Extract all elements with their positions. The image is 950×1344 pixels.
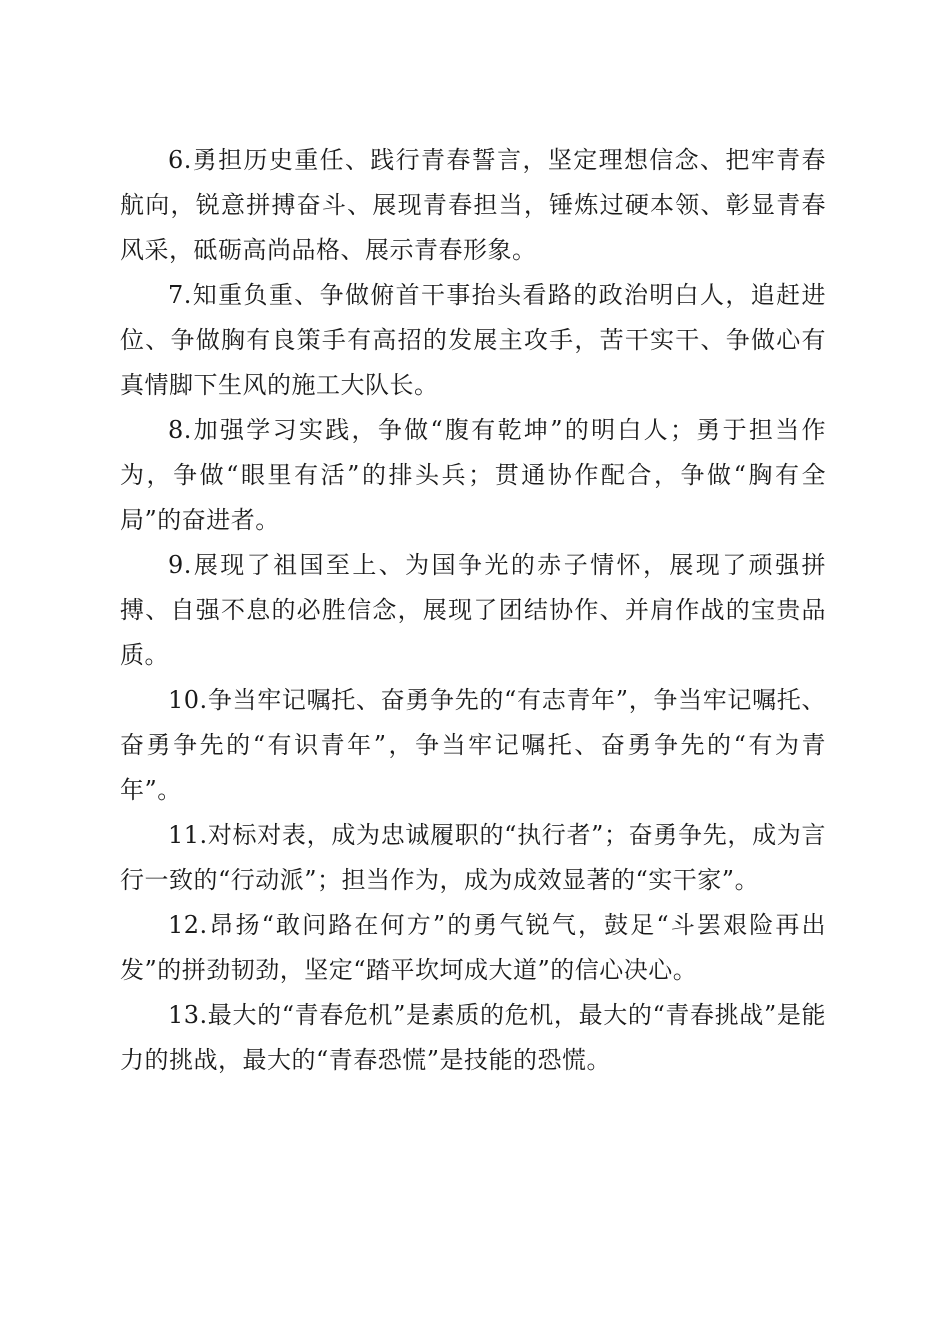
paragraph-8: 8.加强学习实践，争做“腹有乾坤”的明白人；勇于担当作为，争做“眼里有活”的排头兵；贯通协作配合，争做“胸有全局”的奋进者。 bbox=[120, 416, 826, 534]
document-body bbox=[120, 138, 826, 1083]
paragraph-9: 9.展现了祖国至上、为国争光的赤子情怀，展现了顽强拼搏、自强不息的必胜信念，展现了团结协作、并肩作战的宝贵品质。 bbox=[120, 551, 826, 669]
paragraph-13: 13.最大的“青春危机”是素质的危机，最大的“青春挑战”是能力的挑战，最大的“青春恐慌”是技能的恐慌。 bbox=[120, 1001, 826, 1074]
paragraph-12: 12.昂扬“敢问路在何方”的勇气锐气，鼓足“斗罢艰险再出发”的拼劲韧劲，坚定“踏平坎坷成大道”的信心决心。 bbox=[120, 911, 826, 984]
paragraph-11: 11.对标对表，成为忠诚履职的“执行者”；奋勇争先，成为言行一致的“行动派”；担当作为，成为成效显著的“实干家”。 bbox=[120, 821, 826, 894]
paragraph-7: 7.知重负重、争做俯首干事抬头看路的政治明白人，追赶进位、争做胸有良策手有高招的发展主攻手，苦干实干、争做心有真情脚下生风的施工大队长。 bbox=[120, 281, 826, 399]
paragraph-10: 10.争当牢记嘱托、奋勇争先的“有志青年”，争当牢记嘱托、奋勇争先的“有识青年”，争当牢记嘱托、奋勇争先的“有为青年”。 bbox=[120, 686, 826, 804]
paragraph-6: 6.勇担历史重任、践行青春誓言，坚定理想信念、把牢青春航向，锐意拼搏奋斗、展现青春担当，锤炼过硬本领、彰显青春风采，砥砺高尚品格、展示青春形象。 bbox=[120, 146, 826, 264]
